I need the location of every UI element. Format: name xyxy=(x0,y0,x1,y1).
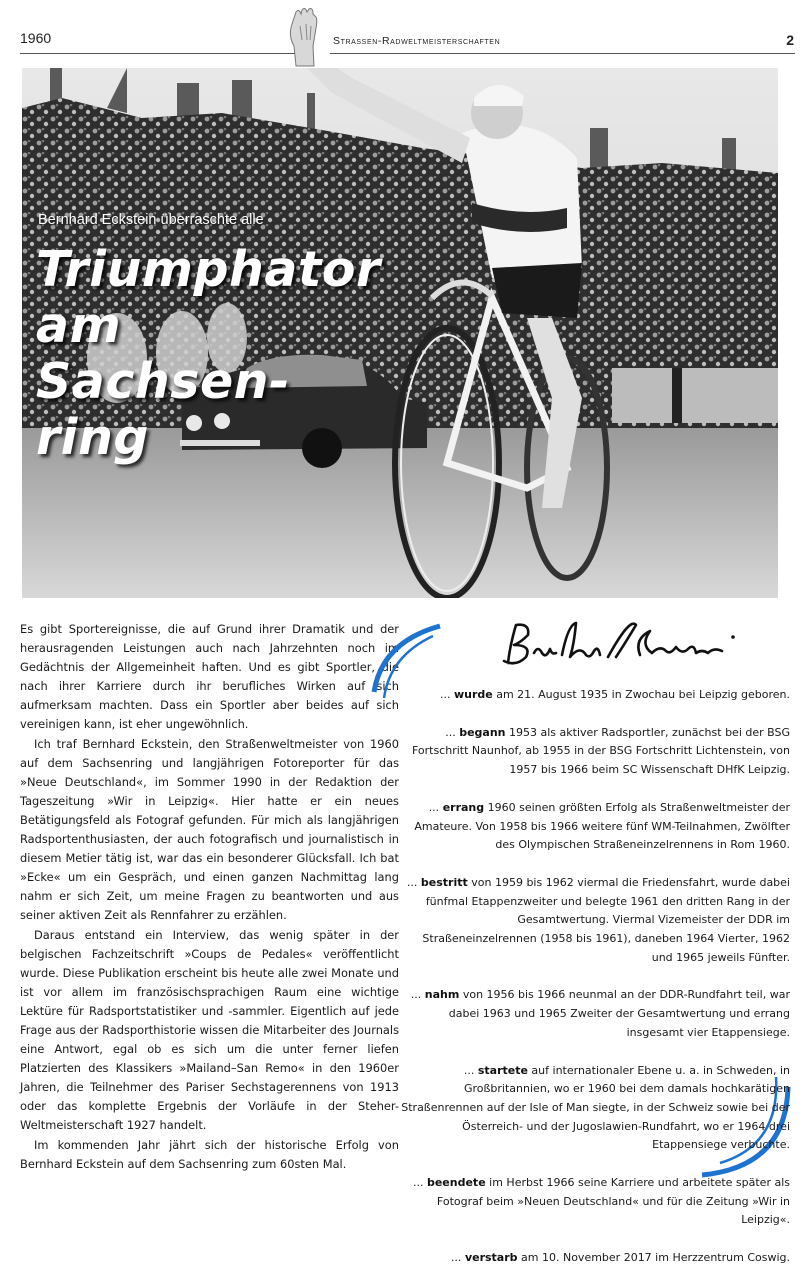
fact-item xyxy=(400,724,790,780)
kicker: Bernhard Eckstein überraschte alle xyxy=(38,212,264,228)
headline-line: Triumphator xyxy=(36,241,381,298)
fact-text: 1953 als aktiver Radsportler, zunächst bei der BSG Fortschritt Naunhof, ab 1955 in der BSG Fortschritt Lichtenstein, von 1957 bis 1966 beim SC Wissenschaft DHfK Leipzig. xyxy=(411,725,790,777)
fact-item xyxy=(400,986,790,1042)
fact-ellipsis: ... xyxy=(410,988,425,1002)
headline-line: am xyxy=(36,297,122,354)
fact-ellipsis: ... xyxy=(463,1063,478,1077)
fact-text: von 1956 bis 1966 neunmal an der DDR-Rundfahrt teil, war dabei 1963 und 1965 Zweiter der Gesamtwertung und errang insgesamt vier Etappensiege. xyxy=(448,988,790,1039)
fact-ellipsis: ... xyxy=(428,800,443,814)
article-body xyxy=(20,620,399,1174)
fact-ellipsis: ... xyxy=(445,725,460,739)
fact-item xyxy=(400,1062,790,1156)
fact-verb: begann xyxy=(459,725,506,739)
fact-verb: bestritt xyxy=(420,875,468,889)
fact-verb: startete xyxy=(477,1063,528,1077)
fact-item xyxy=(400,874,790,968)
fact-verb: wurde xyxy=(453,688,493,701)
fact-text: von 1959 bis 1962 viermal die Friedensfahrt, wurde dabei fünfmal Etappenzweiter und belegte 1961 den dritten Rang in der Gesamtwertung. Viermal Vizemeister der DDR im Straßeneinzelrennen (1958 bis 1961), daneben 1964 Vierter, 1962 und 1965 jeweils Fünfter. xyxy=(422,875,790,964)
article-paragraph: Daraus entstand ein Interview, das wenig später in der belgischen Fachzeitschrift »Coups de Pedales« veröffentlicht wurde. Diese Publikation erscheint bis heute alle zwei Monate und ist vor allem im französischsprachigen Raum eine wichtige Lektüre für Radsportstatistiker und -sammler. Eigentlich auf jede Frage aus der Radsporthistorie wissen die Mitarbeiter des Journals eine Antwort, egal ob es sich um die unter ferner liefen Platzierten des Klassikers »Mailand–San Remo« in den 1960er Jahren, die Teilnehmer des Pariser Sechstagerennens von 1913 oder das komplette Ergebnis der Vorläufe in der Steher-Weltmeisterschaft 1927 handelt. xyxy=(20,927,399,1133)
header-rule-left xyxy=(20,53,295,54)
fact-item xyxy=(400,1174,790,1230)
fact-verb: verstarb xyxy=(464,1251,518,1265)
article-paragraph: Ich traf Bernhard Eckstein, den Straßenweltmeister von 1960 auf dem Sachsenring und langjährigen Fotoreporter für das »Neue Deutschland«, im Sommer 1990 in der Redaktion der Tageszeitung »Wir in Leipzig«. Hier hatte er ein neues Betätigungsfeld als Fotograf gefunden. Für mich als langjährigen Radsportenthusiasten, der auch fotografisch und journalistisch in diesem Metier tätig ist, war das ein besonderer Glücksfall. Ich bat »Ecke« um ein Gespräch, und einen ganzen Nachmittag lang nahm er sich Zeit, um meine Fragen zu beantworten und aus seiner aktiven Zeit als Rennfahrer zu erzählen. xyxy=(20,736,399,923)
header-year: 1960 xyxy=(20,30,52,46)
fact-text: auf internationaler Ebene u. a. in Schweden, in Großbritannien, wo er 1960 bei dem damals hochkarätigen Straßenrennen auf der Isle of Man siegte, in der Schweiz sowie bei der Österreich- und der Jugoslawien-Rundfahrt, wo er 1964 drei Etappensiege verbuchte. xyxy=(401,1063,790,1152)
page-number: 2 xyxy=(786,32,794,48)
fact-verb: errang xyxy=(442,800,485,814)
headline-line: ring xyxy=(36,409,149,466)
headline-line: Sachsen- xyxy=(36,353,290,410)
fact-verb: beendete xyxy=(426,1176,486,1190)
fact-list xyxy=(400,686,790,1287)
header-section-title: Strassen-Radweltmeisterschaften xyxy=(333,35,501,47)
fact-ellipsis: ... xyxy=(412,1176,427,1190)
article-paragraph: Im kommenden Jahr jährt sich der historische Erfolg von Bernhard Eckstein auf dem Sachsenring zum 60sten Mal. xyxy=(20,1137,399,1171)
fact-text: am 10. November 2017 im Herzzentrum Coswig. xyxy=(517,1251,790,1265)
fact-ellipsis: ... xyxy=(406,875,421,889)
raised-hand-cutout xyxy=(286,6,326,68)
fact-item xyxy=(400,1249,790,1268)
header-rule-right xyxy=(330,53,795,54)
signature xyxy=(490,615,760,675)
fact-text: 1960 seinen größten Erfolg als Straßenweltmeister der Amateure. Von 1958 bis 1966 weitere fünf WM-Teilnahmen, Zwölfter des Olympischen Straßeneinzelrennens in Rom 1960. xyxy=(414,800,790,852)
fact-item xyxy=(400,799,790,855)
article-paragraph: Es gibt Sportereignisse, die auf Grund ihrer Dramatik und der herausragenden Leistungen auch nach Jahrzehnten noch im Gedächtnis der Allgemeinheit haften. Und es gibt Sportler, die nach ihrer Karriere durch ihr berufliches Wirken auf sich aufmerksam machten. Dass ein Sportler aber beides auf sich vereinigen kann, ist eher ungewöhnlich. xyxy=(20,622,399,732)
fact-ellipsis: ... xyxy=(439,688,454,701)
fact-text: im Herbst 1966 seine Karriere und arbeitete später als Fotograf beim »Neuen Deutschland« und für die Zeitung »Wir in Leipzig«. xyxy=(436,1176,790,1227)
fact-text: am 21. August 1935 in Zwochau bei Leipzig geboren. xyxy=(492,688,790,701)
headline xyxy=(36,242,381,466)
fact-item xyxy=(400,686,790,705)
fact-ellipsis: ... xyxy=(450,1251,465,1265)
fact-verb: nahm xyxy=(424,988,460,1002)
